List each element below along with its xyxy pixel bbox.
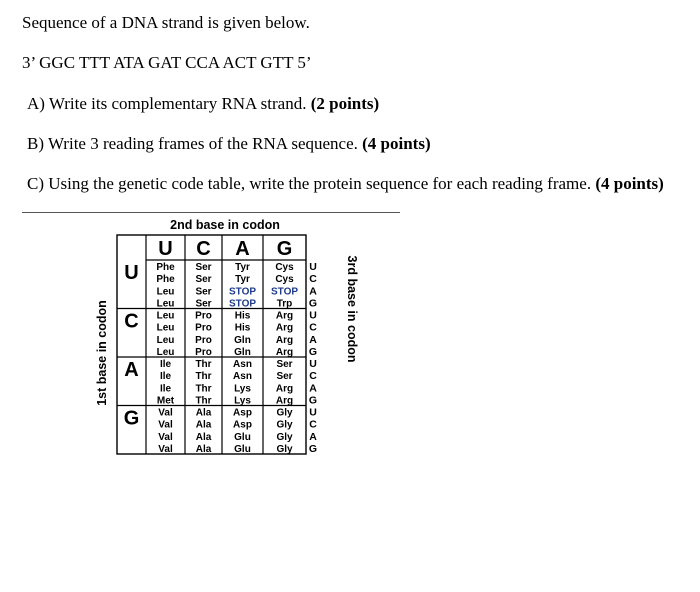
amino-acid: Leu [156,286,175,298]
amino-acid: Val [158,431,173,443]
amino-acid: STOP [228,298,257,310]
third-base-g: G [308,297,318,310]
amino-acid: Phe [156,262,175,273]
amino-acid: Ile [159,383,172,395]
amino-acid: Leu [156,322,175,334]
amino-acid: Glu [234,443,251,455]
amino-acid: Ser [276,359,293,370]
third-base-a: A [309,285,317,298]
third-base-g: G [308,442,318,455]
amino-acid: Gly [276,431,293,443]
amino-acid: Cys [275,274,294,286]
amino-acid: Arg [275,395,294,407]
amino-acid: Gly [276,443,293,455]
amino-acid: Ser [276,371,293,383]
amino-acid: Asp [233,407,252,419]
third-base-u: U [309,358,317,370]
amino-acid: Pro [195,334,212,346]
amino-acid: Arg [275,346,294,358]
third-base-c: C [309,273,317,286]
first-base-label: 1st base in codon [95,300,109,406]
amino-acid: Arg [275,383,294,395]
third-base-u: U [309,406,317,419]
question-b-points: (4 points) [362,134,431,153]
third-base-c: C [309,370,317,383]
third-base-u: U [309,309,317,322]
first-base-g: G [123,407,140,430]
second-base-u: U [158,238,173,260]
amino-acid: Val [158,443,173,455]
second-base-title: 2nd base in codon [170,218,280,232]
amino-acid: Leu [156,334,175,346]
amino-acid: Arg [275,322,294,334]
amino-acid: Gln [234,346,251,358]
first-base-a: A [124,359,139,381]
amino-acid: Gln [234,334,251,346]
first-base-c: C [124,310,139,333]
amino-acid: Pro [195,346,212,358]
amino-acid: Ser [195,262,212,273]
question-c-text: C) Using the genetic code table, write the protein sequence for each reading frame. [27,174,596,193]
amino-acid: Arg [275,310,294,322]
amino-acid: Arg [275,334,294,346]
amino-acid: Gly [276,419,293,431]
third-base-label: 3rd base in codon [345,255,359,363]
amino-acid: Asn [233,371,252,383]
amino-acid: His [234,322,251,334]
amino-acid: Lys [234,383,251,395]
amino-acid: Thr [195,371,212,383]
amino-acid: Lys [234,395,251,407]
amino-acid: Asp [233,419,252,431]
amino-acid: Tyr [235,262,250,273]
amino-acid: Asn [233,359,252,370]
dna-sequence: 3’ GGC TTT ATA GAT CCA ACT GTT 5’ [22,53,312,72]
amino-acid: Val [158,419,173,431]
amino-acid: Ala [195,419,212,431]
amino-acid: Ala [195,443,212,455]
amino-acid: Thr [195,395,212,407]
amino-acid: Trp [276,298,293,310]
third-base-c: C [309,321,317,334]
third-base-g: G [308,394,318,407]
amino-acid: Leu [156,310,175,322]
amino-acid: Pro [195,322,212,334]
amino-acid: Tyr [235,274,250,286]
second-base-c: C [196,238,211,260]
amino-acid: Pro [195,310,212,322]
amino-acid: Ile [159,359,172,370]
amino-acid: STOP [228,286,257,298]
amino-acid: Thr [195,383,212,395]
amino-acid: Gly [276,407,293,419]
intro-text: Sequence of a DNA strand is given below. [22,13,310,32]
amino-acid: STOP [270,286,299,298]
amino-acid: Glu [234,431,251,443]
amino-acid: Phe [156,274,175,286]
amino-acid: Val [158,407,173,419]
first-base-u: U [124,262,139,284]
question-a-text: A) Write its complementary RNA strand. [27,94,311,113]
amino-acid: Ser [195,298,212,310]
third-base-u: U [309,261,317,273]
second-base-a: A [235,238,250,260]
third-base-g: G [308,345,318,358]
third-base-c: C [309,418,317,431]
question-a-points: (2 points) [310,94,380,113]
codon-grid [117,235,317,455]
amino-acid: Met [156,395,175,407]
amino-acid: Ala [195,407,212,419]
third-base-a: A [309,430,317,443]
third-base-a: A [309,382,317,395]
amino-acid: Ala [195,431,212,443]
amino-acid: Ser [195,274,212,286]
amino-acid: Leu [156,346,175,358]
amino-acid: His [234,310,251,322]
third-base-a: A [309,333,317,346]
amino-acid: Leu [156,298,175,310]
amino-acid: Thr [195,359,212,370]
amino-acid: Ile [159,371,172,383]
amino-acid: Ser [195,286,212,298]
question-b-text: B) Write 3 reading frames of the RNA sequence. [27,134,363,153]
second-base-g: G [276,238,293,260]
amino-acid: Cys [275,262,294,273]
question-c-points: (4 points) [595,174,664,193]
